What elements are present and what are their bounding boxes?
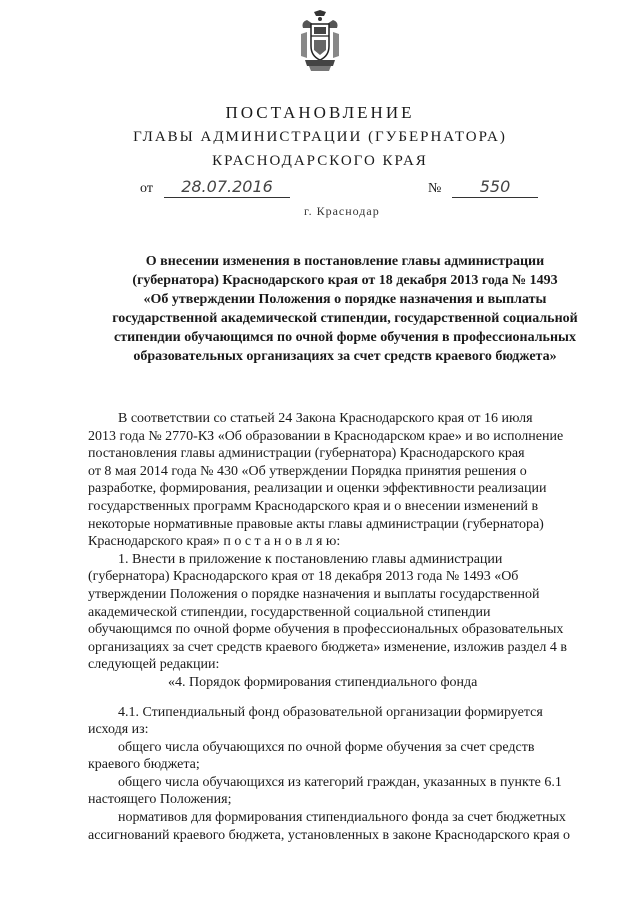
decree-title	[92, 252, 598, 366]
body-line: 4.1. Стипендиальный фонд образовательной организации формируется	[118, 704, 543, 720]
title-line: государственной академической стипендии, государственной социальной	[112, 311, 578, 326]
title-line: (губернатора) Краснодарского края от 18 декабря 2013 года № 1493	[132, 273, 558, 288]
title-line: образовательных организациях за счет средств краевого бюджета»	[133, 349, 557, 364]
body-line: от 8 мая 2014 года № 430 «Об утверждении Порядка принятия решения о	[88, 463, 527, 479]
number-label: №	[428, 181, 442, 196]
title-line: О внесении изменения в постановление главы администрации	[145, 254, 545, 269]
body-line: академической стипендии, государственной социальной стипендии	[88, 604, 491, 620]
section-heading: «4. Порядок формирования стипендиального фонда	[168, 674, 478, 690]
body-line: нормативов для формирования стипендиального фонда за счет бюджетных	[118, 810, 566, 826]
decree-body	[88, 410, 604, 844]
body-line: исходя из:	[88, 722, 149, 738]
region-heading: КРАСНОДАРСКОГО КРАЯ	[212, 153, 428, 169]
date-label: от	[140, 181, 153, 196]
body-line: 2013 года № 2770-КЗ «Об образовании в Краснодарском крае» и во исполнение	[88, 428, 564, 444]
body-line: обучающимся по очной форме обучения в профессиональных образовательных	[88, 622, 564, 638]
body-line: краевого бюджета;	[88, 757, 200, 773]
coat-of-arms-emblem	[299, 10, 341, 72]
body-line: ассигнований краевого бюджета, установленных в законе Краснодарского края о	[88, 827, 571, 843]
title-line: стипендии обучающимся по очной форме обучения в профессиональных	[114, 330, 576, 345]
body-line: некоторые нормативные правовые акты главы администрации (губернатора)	[88, 516, 544, 532]
body-line: утверждении Положения о порядке назначения и выплаты государственной	[88, 586, 540, 602]
body-line: 1. Внести в приложение к постановлению главы администрации	[118, 551, 503, 567]
city-label: г. Краснодар	[304, 204, 380, 218]
body-line: (губернатора) Краснодарского края от 18 декабря 2013 года № 1493 «Об	[88, 569, 519, 585]
body-line: организациях за счет средств краевого бюджета» изменение, изложив раздел 4 в	[88, 639, 567, 655]
body-line: В соответствии со статьей 24 Закона Краснодарского края от 16 июля	[118, 411, 533, 426]
title-line: «Об утверждении Положения о порядке назначения и выплаты	[143, 292, 547, 307]
document-type-heading: ПОСТАНОВЛЕНИЕ	[225, 103, 415, 122]
body-line: Краснодарского края» п о с т а н о в л я ю:	[88, 534, 341, 550]
number-value: 550	[452, 177, 538, 198]
body-line: настоящего Положения;	[88, 792, 232, 808]
body-line: постановления главы администрации (губернатора) Краснодарского края	[88, 446, 525, 462]
body-line: разработке, формирования, реализации и оценки эффективности реализации	[88, 481, 547, 497]
date-value: 28.07.2016	[164, 177, 290, 198]
body-line: общего числа обучающихся из категорий граждан, указанных в пункте 6.1	[118, 774, 562, 790]
body-line: государственных программ Краснодарского края и о внесении изменений в	[88, 498, 539, 514]
body-line: общего числа обучающихся по очной форме обучения за счет средств	[118, 739, 535, 755]
body-line: следующей редакции:	[88, 657, 220, 673]
issuer-heading: ГЛАВЫ АДМИНИСТРАЦИИ (ГУБЕРНАТОРА)	[133, 129, 507, 145]
